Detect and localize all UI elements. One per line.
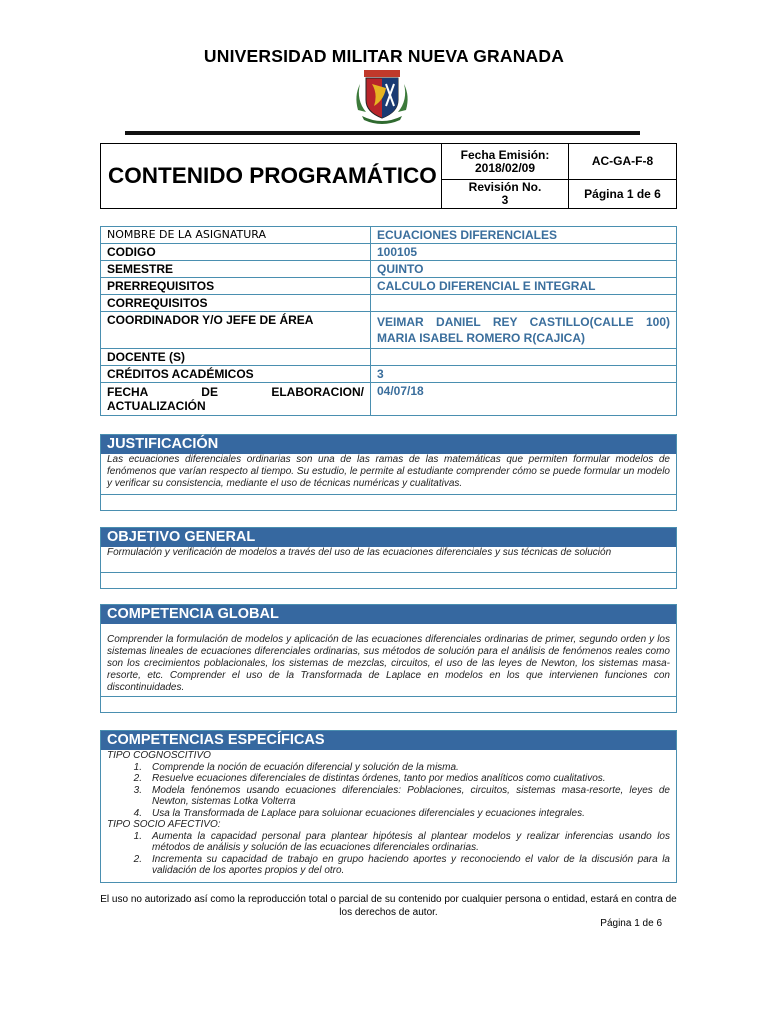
info-value bbox=[371, 349, 677, 366]
list-text: Modela fenónemos usando ecuaciones diferenciales: Poblaciones, circuitos, sistemas masa-resorte, leyes de Newton, sistemas Lotka Volterra bbox=[152, 784, 670, 807]
info-value: CALCULO DIFERENCIAL E INTEGRAL bbox=[371, 278, 677, 295]
table-row bbox=[101, 349, 677, 366]
info-key: PRERREQUISITOS bbox=[101, 278, 371, 295]
table-row bbox=[101, 244, 677, 261]
info-value bbox=[371, 295, 677, 312]
socio-afectivo-label: TIPO SOCIO AFECTIVO: bbox=[107, 819, 221, 830]
table-row bbox=[101, 278, 677, 295]
list-item bbox=[101, 831, 676, 854]
info-value bbox=[371, 312, 677, 349]
document-code: AC-GA-F-8 bbox=[569, 144, 676, 180]
cognoscitivo-label: TIPO COGNOSCITIVO bbox=[107, 750, 211, 761]
info-key: DOCENTE (S) bbox=[101, 349, 371, 366]
list-item bbox=[101, 773, 676, 785]
info-key: SEMESTRE bbox=[101, 261, 371, 278]
university-title: UNIVERSIDAD MILITAR NUEVA GRANADA bbox=[203, 46, 565, 66]
list-text: Resuelve ecuaciones diferenciales de distintas órdenes, tanto por medios analíticos como cualitativos. bbox=[152, 773, 606, 784]
list-text: Aumenta la capacidad personal para plantear hipótesis al plantear modelos y realizar inferencias usando los métodos de análisis y solución de las ecuaciones diferenciales ordinarias. bbox=[152, 830, 670, 853]
list-number: 3. bbox=[133, 784, 142, 796]
info-key bbox=[101, 383, 371, 416]
empty-row bbox=[101, 494, 676, 510]
list-item bbox=[101, 854, 676, 877]
cognoscitivo-list bbox=[101, 762, 676, 820]
section-title: OBJETIVO GENERAL bbox=[101, 528, 676, 547]
list-number: 2. bbox=[133, 773, 142, 784]
list-item bbox=[101, 785, 676, 808]
course-info-table bbox=[100, 226, 677, 416]
table-row bbox=[101, 227, 677, 244]
competencia-global-text: Comprender la formulación de modelos y aplicación de las ecuaciones diferenciales ordinarias de primer, segundo orden y los sistemas lineales de ecuaciones diferenciales ordinarias, sus métodos de solución para el análisis de fenómenos reales como son los crecimientos poblacionales, los sistemas de mezclas, circuitos, el uso de las leyes de Newton, los sistemas masa-resorte, etc. Comprender el uso de la Transformada de Laplace en modelos en los que intervienen funciones con discontinuidades. bbox=[107, 634, 670, 693]
section-title: JUSTIFICACIÓN bbox=[101, 435, 676, 454]
university-crest-icon bbox=[350, 66, 414, 128]
info-value: QUINTO bbox=[371, 261, 677, 278]
socio-afectivo-list bbox=[101, 831, 676, 877]
info-value: 04/07/18 bbox=[371, 383, 677, 416]
info-key: COORDINADOR Y/O JEFE DE ÁREA bbox=[101, 312, 371, 349]
coordinator-line-1: VEIMAR DANIEL REY CASTILLO(CALLE 100) bbox=[377, 315, 670, 329]
info-key: CODIGO bbox=[101, 244, 371, 261]
list-number: 1. bbox=[133, 761, 142, 773]
justificacion-text: Las ecuaciones diferenciales ordinarias son una de las ramas de las matemáticas que permiten formular modelos de fenómenos que varían respecto al tiempo. Su estudio, le permite al estudiante comprender cómo se puede formular un modelo y verificar su consistencia, mediante el uso de técnicas numéricas y cualitativas. bbox=[107, 454, 670, 489]
table-row bbox=[101, 383, 677, 416]
list-item bbox=[101, 762, 676, 774]
section-title: COMPETENCIA GLOBAL bbox=[101, 605, 676, 624]
empty-row bbox=[101, 572, 676, 588]
list-number: 4. bbox=[133, 807, 142, 819]
competencias-especificas-section bbox=[100, 730, 677, 883]
fecha-emision-label: Fecha Emisión: bbox=[460, 147, 550, 162]
revision-cell bbox=[442, 180, 569, 208]
table-row bbox=[101, 295, 677, 312]
table-row bbox=[101, 366, 677, 383]
info-key: NOMBRE DE LA ASIGNATURA bbox=[101, 227, 371, 244]
info-key: CORREQUISITOS bbox=[101, 295, 371, 312]
list-item bbox=[101, 808, 676, 820]
competencia-global-section bbox=[100, 604, 677, 713]
objetivo-text: Formulación y verificación de modelos a través del uso de las ecuaciones diferenciales y sus técnicas de solución bbox=[107, 547, 612, 558]
document-title: CONTENIDO PROGRAMÁTICO bbox=[101, 144, 442, 208]
info-key-line-2: ACTUALIZACIÓN bbox=[107, 399, 206, 413]
coordinator-line-2: MARIA ISABEL ROMERO R(CAJICA) bbox=[377, 331, 586, 345]
fecha-emision-value: 2018/02/09 bbox=[474, 160, 536, 175]
list-number: 2. bbox=[133, 853, 142, 865]
info-value: 3 bbox=[371, 366, 677, 383]
list-number: 1. bbox=[133, 830, 142, 842]
objetivo-section bbox=[100, 527, 677, 589]
fecha-emision-cell bbox=[442, 144, 569, 180]
list-text: Usa la Transformada de Laplace para soluionar ecuaciones diferenciales y ecuaciones integrales. bbox=[152, 807, 585, 819]
list-text: Incrementa su capacidad de trabajo en grupo haciendo aportes y reconociendo el valor de la discusión para la validación de los aportes propios y del otro. bbox=[152, 853, 670, 876]
table-row bbox=[101, 261, 677, 278]
info-value: ECUACIONES DIFERENCIALES bbox=[371, 227, 677, 244]
revision-label: Revisión No. bbox=[468, 180, 542, 194]
footer-page-number: Página 1 de 6 bbox=[600, 918, 662, 929]
header-rule bbox=[125, 131, 640, 135]
header-page-number: Página 1 de 6 bbox=[584, 186, 661, 201]
revision-value: 3 bbox=[501, 193, 509, 207]
info-key-line-1: FECHA DE ELABORACION/ bbox=[107, 385, 364, 399]
table-row bbox=[101, 312, 677, 349]
info-key: CRÉDITOS ACADÉMICOS bbox=[101, 366, 371, 383]
list-text: Comprende la noción de ecuación diferencial y solución de la misma. bbox=[152, 761, 459, 773]
justificacion-section bbox=[100, 434, 677, 511]
empty-row bbox=[101, 696, 676, 712]
copyright-note: El uso no autorizado así como la reproducción total o parcial de su contenido por cualquier persona o entidad, estará en contra de los derechos de autor. bbox=[100, 894, 677, 918]
document-header bbox=[100, 143, 677, 209]
section-title: COMPETENCIAS ESPECÍFICAS bbox=[101, 731, 676, 750]
info-value: 100105 bbox=[371, 244, 677, 261]
